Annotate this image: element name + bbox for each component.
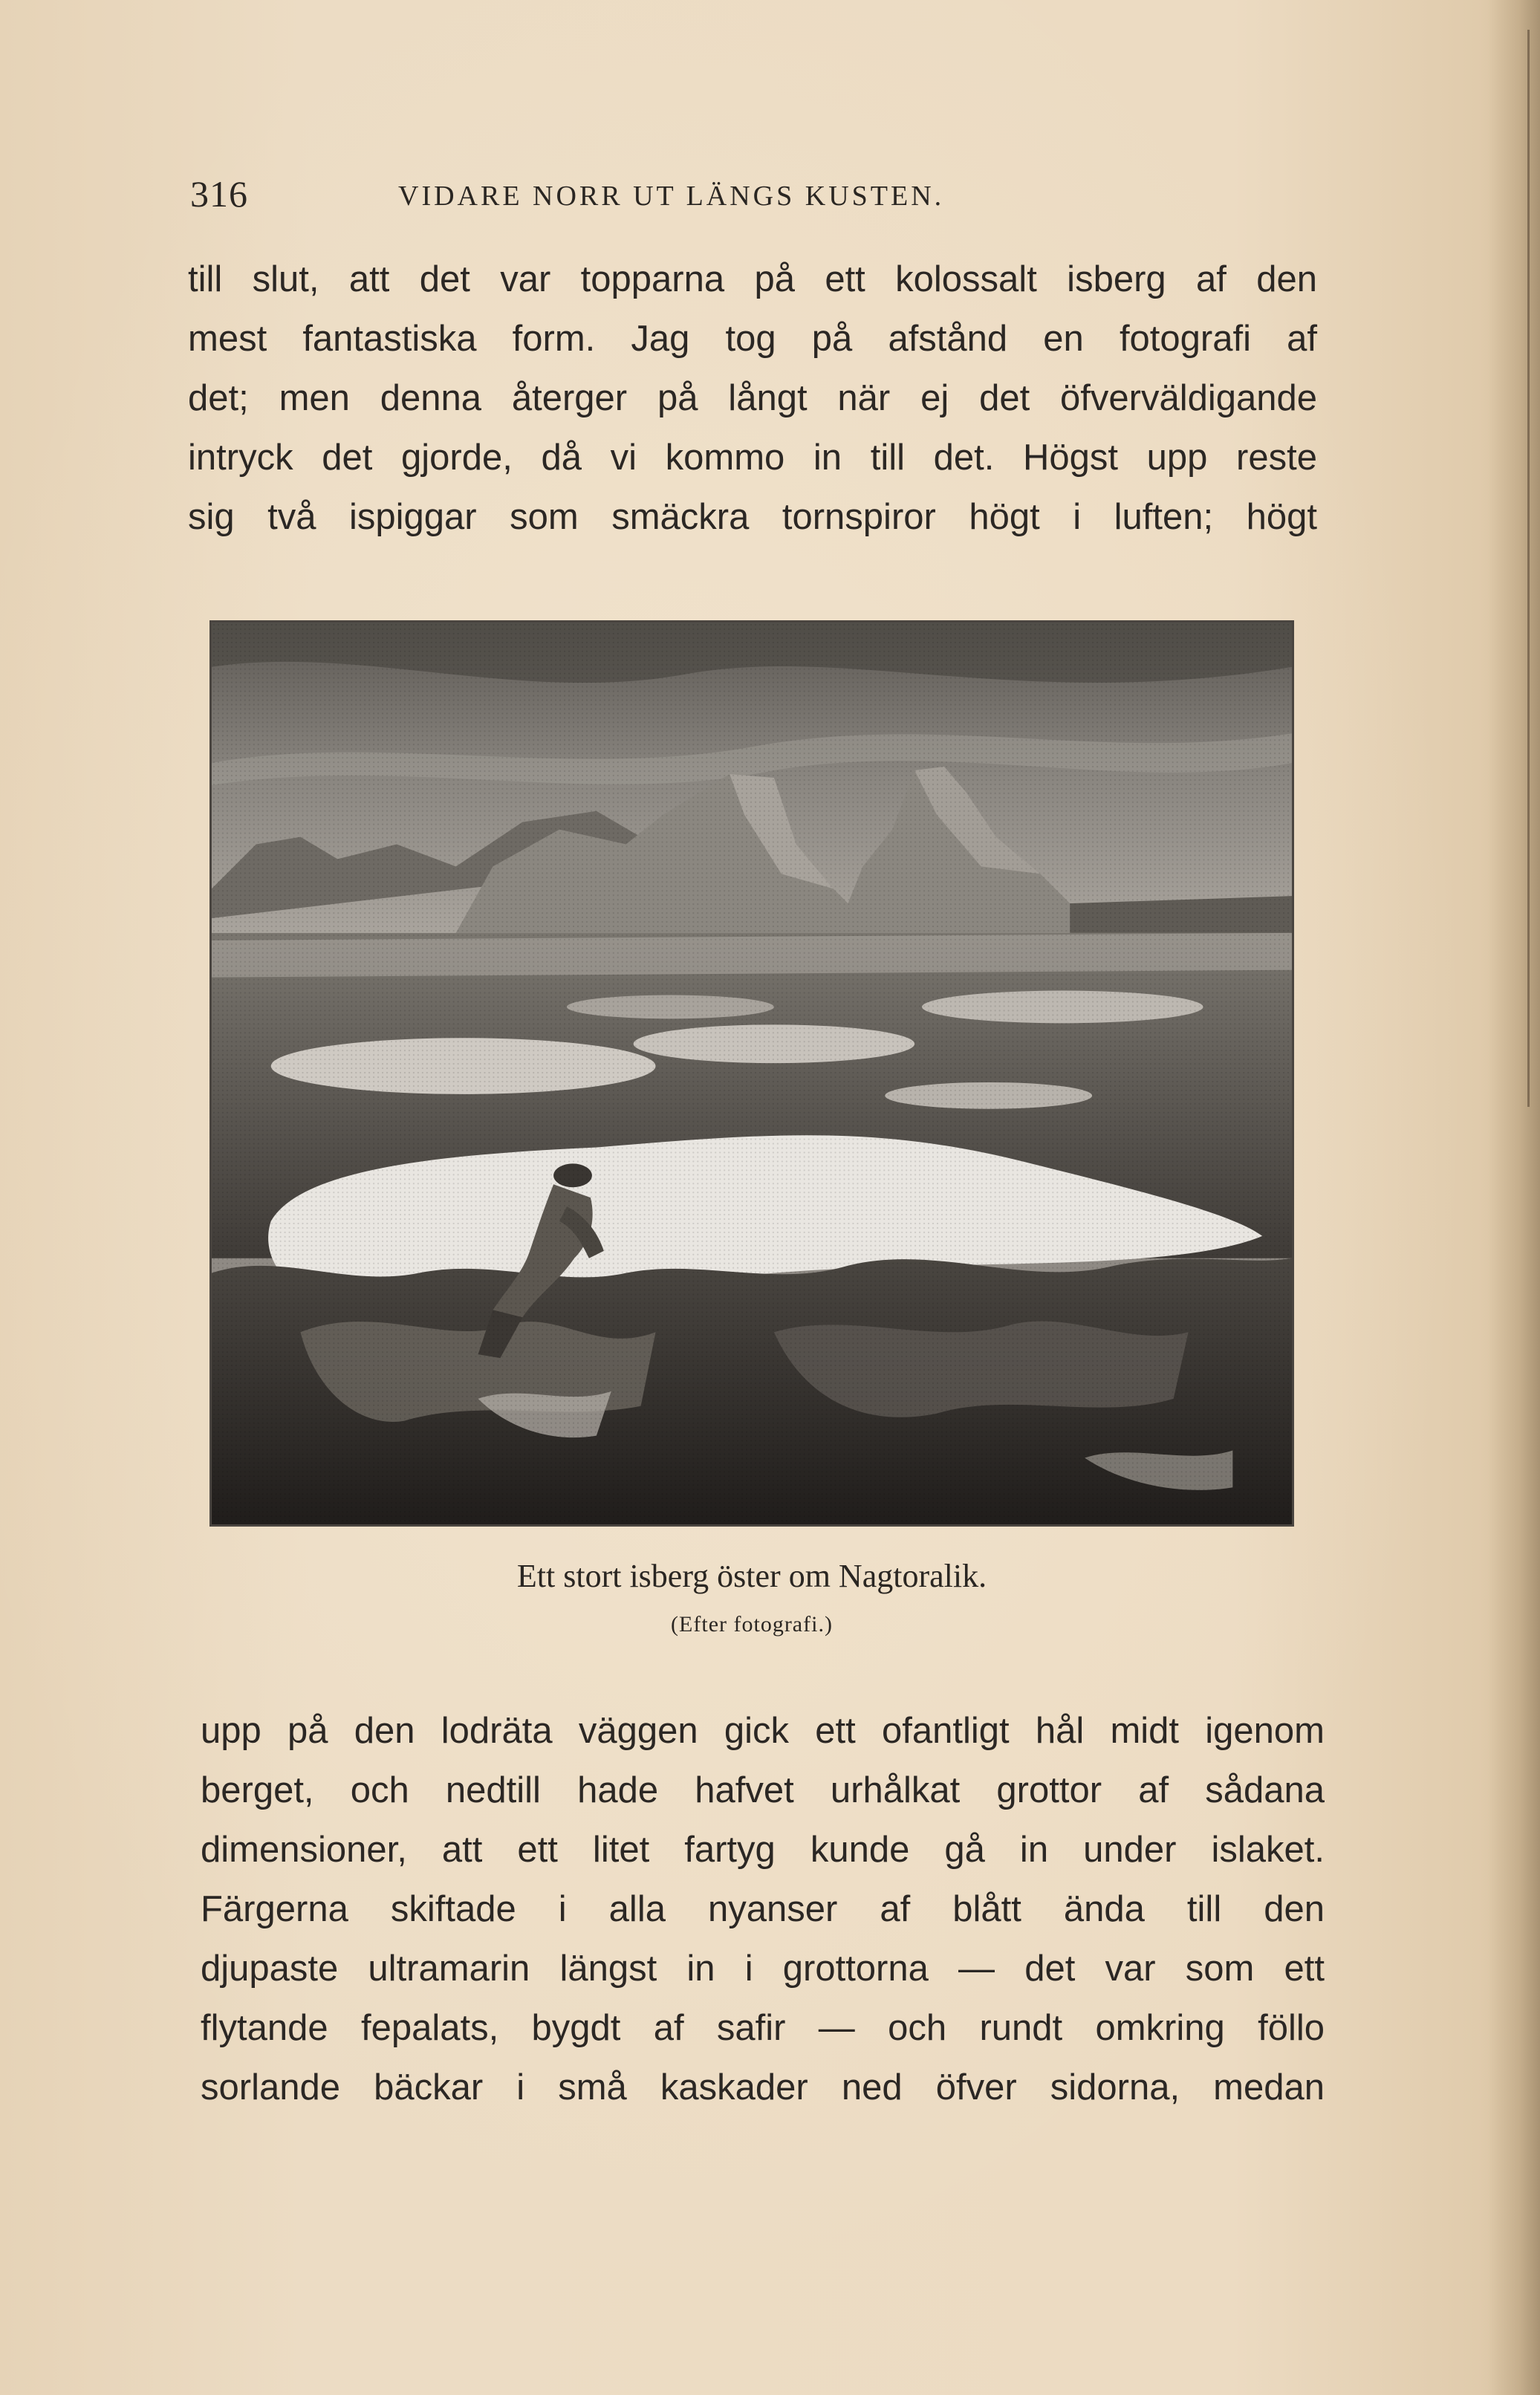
figure-credit: (Efter fotografi.) (671, 1612, 833, 1637)
text-line: sorlande bäckar i små kaskader ned öfver sidorna, medan (201, 2067, 1325, 2108)
text-line: flytande fepalats, bygdt af safir — och rundt omkring föllo (201, 2008, 1325, 2048)
text-line: upp på den lodräta väggen gick ett ofantligt hål midt igenom (201, 1711, 1325, 1751)
text-line: dimensioner, att ett litet fartyg kunde gå in under islaket. (201, 1830, 1325, 1870)
text-line: sig två ispiggar som smäckra tornspiror högt i luften; högt (188, 497, 1317, 537)
page-edge-line (1527, 30, 1530, 1107)
iceberg-photograph (209, 620, 1294, 1527)
page-number: 316 (190, 173, 248, 215)
running-title: VIDARE NORR UT LÄNGS KUSTEN. (398, 181, 945, 212)
text-line: djupaste ultramarin längst in i grottorna — det var som ett (201, 1949, 1325, 1989)
running-head (190, 172, 1319, 224)
text-line: till slut, att det var topparna på ett kolossalt isberg af den (188, 259, 1317, 299)
paragraph-bottom (201, 1701, 1325, 2117)
text-line: Färgerna skiftade i alla nyanser af blått ända till den (201, 1889, 1325, 1929)
text-line: mest fantastiska form. Jag tog på afstånd en fotografi af (188, 319, 1317, 359)
text-line: berget, och nedtill hade hafvet urhålkat grottor af sådana (201, 1770, 1325, 1810)
page-edge-shadow (1488, 0, 1540, 2395)
text-line: det; men denna återger på långt när ej det öfverväldigande (188, 378, 1317, 418)
paragraph-top (188, 250, 1317, 547)
text-line: intryck det gjorde, då vi kommo in till det. Högst upp reste (188, 438, 1317, 478)
photograph-iceberg-illustration-icon (212, 623, 1292, 1524)
figure-caption: Ett stort isberg öster om Nagtoralik. (516, 1558, 987, 1594)
